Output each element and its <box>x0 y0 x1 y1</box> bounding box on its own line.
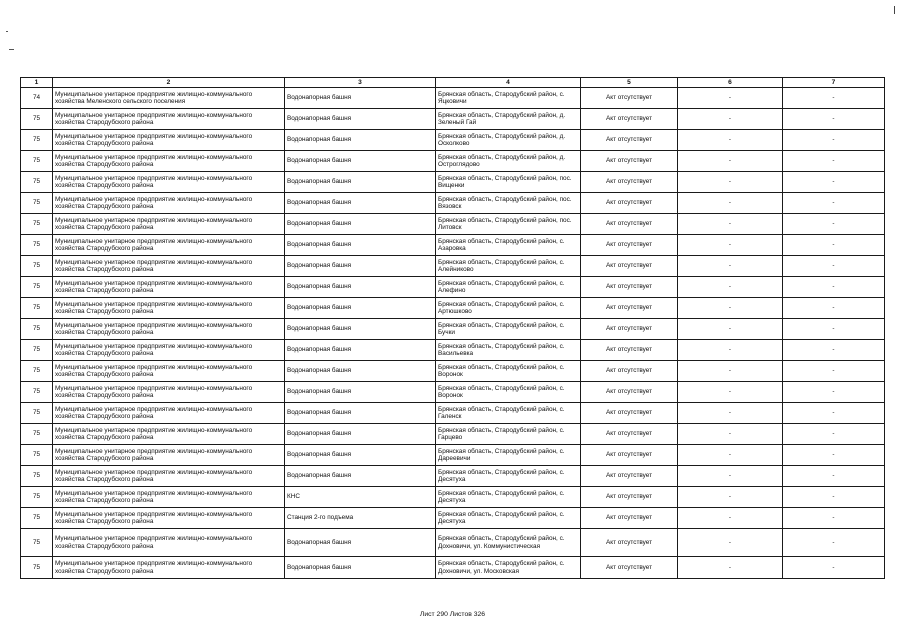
column7-cell: - <box>783 487 885 508</box>
column6-cell: - <box>678 319 783 340</box>
organization-cell: Муниципальное унитарное предприятие жилищно-коммунального хозяйства Стародубского района <box>53 487 285 508</box>
header-row <box>21 78 885 88</box>
object-cell: Водонапорная башня <box>285 151 436 172</box>
register-body <box>21 78 885 579</box>
row-number: 75 <box>21 151 53 172</box>
row-number: 75 <box>21 445 53 466</box>
table-row <box>21 298 885 319</box>
row-number: 75 <box>21 487 53 508</box>
column6-cell: - <box>678 193 783 214</box>
row-number: 75 <box>21 529 53 557</box>
object-cell: Водонапорная башня <box>285 340 436 361</box>
act-cell: Акт отсутствует <box>581 151 678 172</box>
table-row <box>21 340 885 361</box>
organization-cell: Муниципальное унитарное предприятие жилищно-коммунального хозяйства Стародубского района <box>53 508 285 529</box>
column6-cell: - <box>678 88 783 109</box>
act-cell: Акт отсутствует <box>581 424 678 445</box>
act-cell: Акт отсутствует <box>581 487 678 508</box>
organization-cell: Муниципальное унитарное предприятие жилищно-коммунального хозяйства Стародубского района <box>53 130 285 151</box>
row-number: 75 <box>21 298 53 319</box>
organization-cell: Муниципальное унитарное предприятие жилищно-коммунального хозяйства Стародубского района <box>53 151 285 172</box>
table-row <box>21 172 885 193</box>
object-cell: Водонапорная башня <box>285 424 436 445</box>
table-row <box>21 256 885 277</box>
scan-mark <box>6 31 8 32</box>
act-cell: Акт отсутствует <box>581 277 678 298</box>
column7-cell: - <box>783 319 885 340</box>
object-cell: КНС <box>285 487 436 508</box>
act-cell: Акт отсутствует <box>581 557 678 579</box>
object-cell: Водонапорная башня <box>285 403 436 424</box>
organization-cell: Муниципальное унитарное предприятие жилищно-коммунального хозяйства Стародубского района <box>53 298 285 319</box>
register-table <box>20 77 885 579</box>
object-cell: Водонапорная башня <box>285 319 436 340</box>
address-cell: Брянская область, Стародубский район, д. Зеленый Гай <box>436 109 581 130</box>
object-cell: Водонапорная башня <box>285 193 436 214</box>
column7-cell: - <box>783 235 885 256</box>
organization-cell: Муниципальное унитарное предприятие жилищно-коммунального хозяйства Стародубского района <box>53 319 285 340</box>
row-number: 75 <box>21 382 53 403</box>
organization-cell: Муниципальное унитарное предприятие жилищно-коммунального хозяйства Стародубского района <box>53 277 285 298</box>
column7-cell: - <box>783 151 885 172</box>
act-cell: Акт отсутствует <box>581 88 678 109</box>
column7-cell: - <box>783 382 885 403</box>
table-row <box>21 445 885 466</box>
address-cell: Брянская область, Стародубский район, с. Дареевичи <box>436 445 581 466</box>
column7-cell: - <box>783 466 885 487</box>
address-cell: Брянская область, Стародубский район, с. Васильевка <box>436 340 581 361</box>
act-cell: Акт отсутствует <box>581 445 678 466</box>
column-header: 7 <box>783 78 885 88</box>
object-cell: Станция 2-го подъема <box>285 508 436 529</box>
column6-cell: - <box>678 109 783 130</box>
organization-cell: Муниципальное унитарное предприятие жилищно-коммунального хозяйства Стародубского района <box>53 557 285 579</box>
column7-cell: - <box>783 529 885 557</box>
column7-cell: - <box>783 403 885 424</box>
column6-cell: - <box>678 235 783 256</box>
column-header: 6 <box>678 78 783 88</box>
column-header: 4 <box>436 78 581 88</box>
row-number: 75 <box>21 172 53 193</box>
row-number: 75 <box>21 466 53 487</box>
address-cell: Брянская область, Стародубский район, д. Осколково <box>436 130 581 151</box>
table-row <box>21 557 885 579</box>
column-header: 5 <box>581 78 678 88</box>
table-row <box>21 382 885 403</box>
table-row <box>21 466 885 487</box>
organization-cell: Муниципальное унитарное предприятие жилищно-коммунального хозяйства Стародубского района <box>53 361 285 382</box>
row-number: 75 <box>21 109 53 130</box>
object-cell: Водонапорная башня <box>285 88 436 109</box>
row-number: 75 <box>21 403 53 424</box>
table-row <box>21 361 885 382</box>
column7-cell: - <box>783 298 885 319</box>
column6-cell: - <box>678 508 783 529</box>
object-cell: Водонапорная башня <box>285 361 436 382</box>
act-cell: Акт отсутствует <box>581 508 678 529</box>
column6-cell: - <box>678 277 783 298</box>
act-cell: Акт отсутствует <box>581 214 678 235</box>
column7-cell: - <box>783 340 885 361</box>
row-number: 75 <box>21 557 53 579</box>
act-cell: Акт отсутствует <box>581 340 678 361</box>
address-cell: Брянская область, Стародубский район, пос. Вязовск <box>436 193 581 214</box>
address-cell: Брянская область, Стародубский район, с. Воронок <box>436 382 581 403</box>
column6-cell: - <box>678 487 783 508</box>
act-cell: Акт отсутствует <box>581 256 678 277</box>
row-number: 75 <box>21 214 53 235</box>
column6-cell: - <box>678 382 783 403</box>
organization-cell: Муниципальное унитарное предприятие жилищно-коммунального хозяйства Стародубского района <box>53 382 285 403</box>
address-cell: Брянская область, Стародубский район, с. Дохновичи, ул. Московская <box>436 557 581 579</box>
row-number: 75 <box>21 319 53 340</box>
address-cell: Брянская область, Стародубский район, с. Десятуха <box>436 487 581 508</box>
object-cell: Водонапорная башня <box>285 277 436 298</box>
column6-cell: - <box>678 557 783 579</box>
table-row <box>21 109 885 130</box>
object-cell: Водонапорная башня <box>285 557 436 579</box>
column-header: 2 <box>53 78 285 88</box>
organization-cell: Муниципальное унитарное предприятие жилищно-коммунального хозяйства Стародубского района <box>53 403 285 424</box>
table-row <box>21 424 885 445</box>
act-cell: Акт отсутствует <box>581 382 678 403</box>
column6-cell: - <box>678 151 783 172</box>
table-row <box>21 88 885 109</box>
organization-cell: Муниципальное унитарное предприятие жилищно-коммунального хозяйства Стародубского района <box>53 214 285 235</box>
act-cell: Акт отсутствует <box>581 130 678 151</box>
object-cell: Водонапорная башня <box>285 109 436 130</box>
address-cell: Брянская область, Стародубский район, с. Яцковичи <box>436 88 581 109</box>
row-number: 75 <box>21 235 53 256</box>
organization-cell: Муниципальное унитарное предприятие жилищно-коммунального хозяйства Стародубского района <box>53 529 285 557</box>
table-row <box>21 151 885 172</box>
address-cell: Брянская область, Стародубский район, д. Остроглядово <box>436 151 581 172</box>
table-row <box>21 193 885 214</box>
row-number: 74 <box>21 88 53 109</box>
object-cell: Водонапорная башня <box>285 298 436 319</box>
row-number: 75 <box>21 508 53 529</box>
column7-cell: - <box>783 109 885 130</box>
organization-cell: Муниципальное унитарное предприятие жилищно-коммунального хозяйства Стародубского района <box>53 109 285 130</box>
object-cell: Водонапорная башня <box>285 172 436 193</box>
row-number: 75 <box>21 193 53 214</box>
organization-cell: Муниципальное унитарное предприятие жилищно-коммунального хозяйства Стародубского района <box>53 193 285 214</box>
object-cell: Водонапорная башня <box>285 529 436 557</box>
column7-cell: - <box>783 557 885 579</box>
organization-cell: Муниципальное унитарное предприятие жилищно-коммунального хозяйства Стародубского района <box>53 256 285 277</box>
object-cell: Водонапорная башня <box>285 130 436 151</box>
act-cell: Акт отсутствует <box>581 193 678 214</box>
address-cell: Брянская область, Стародубский район, с. Дохновичи, ул. Коммунистическая <box>436 529 581 557</box>
column6-cell: - <box>678 298 783 319</box>
column6-cell: - <box>678 424 783 445</box>
address-cell: Брянская область, Стародубский район, с. Артюшково <box>436 298 581 319</box>
address-cell: Брянская область, Стародубский район, пос. Вищенки <box>436 172 581 193</box>
act-cell: Акт отсутствует <box>581 172 678 193</box>
address-cell: Брянская область, Стародубский район, с. Галенск <box>436 403 581 424</box>
organization-cell: Муниципальное унитарное предприятие жилищно-коммунального хозяйства Стародубского района <box>53 340 285 361</box>
table-row <box>21 130 885 151</box>
table-row <box>21 403 885 424</box>
object-cell: Водонапорная башня <box>285 214 436 235</box>
column-header: 3 <box>285 78 436 88</box>
table-row <box>21 235 885 256</box>
act-cell: Акт отсутствует <box>581 319 678 340</box>
column6-cell: - <box>678 361 783 382</box>
row-number: 75 <box>21 130 53 151</box>
address-cell: Брянская область, Стародубский район, пос. Литовск <box>436 214 581 235</box>
column7-cell: - <box>783 256 885 277</box>
table-row <box>21 529 885 557</box>
row-number: 75 <box>21 277 53 298</box>
act-cell: Акт отсутствует <box>581 298 678 319</box>
column6-cell: - <box>678 403 783 424</box>
column6-cell: - <box>678 529 783 557</box>
column7-cell: - <box>783 508 885 529</box>
column7-cell: - <box>783 361 885 382</box>
column7-cell: - <box>783 424 885 445</box>
organization-cell: Муниципальное унитарное предприятие жилищно-коммунального хозяйства Стародубского района <box>53 466 285 487</box>
column-header: 1 <box>21 78 53 88</box>
address-cell: Брянская область, Стародубский район, с. Алефино <box>436 277 581 298</box>
row-number: 75 <box>21 256 53 277</box>
act-cell: Акт отсутствует <box>581 109 678 130</box>
table-row <box>21 487 885 508</box>
act-cell: Акт отсутствует <box>581 361 678 382</box>
column7-cell: - <box>783 445 885 466</box>
address-cell: Брянская область, Стародубский район, с. Десятуха <box>436 508 581 529</box>
address-cell: Брянская область, Стародубский район, с. Гарцево <box>436 424 581 445</box>
object-cell: Водонапорная башня <box>285 235 436 256</box>
row-number: 75 <box>21 340 53 361</box>
row-number: 75 <box>21 361 53 382</box>
row-number: 75 <box>21 424 53 445</box>
act-cell: Акт отсутствует <box>581 403 678 424</box>
address-cell: Брянская область, Стародубский район, с. Воронок <box>436 361 581 382</box>
organization-cell: Муниципальное унитарное предприятие жилищно-коммунального хозяйства Меленского сельского поселения <box>53 88 285 109</box>
column6-cell: - <box>678 466 783 487</box>
act-cell: Акт отсутствует <box>581 529 678 557</box>
column7-cell: - <box>783 214 885 235</box>
address-cell: Брянская область, Стародубский район, с. Десятуха <box>436 466 581 487</box>
act-cell: Акт отсутствует <box>581 466 678 487</box>
organization-cell: Муниципальное унитарное предприятие жилищно-коммунального хозяйства Стародубского района <box>53 172 285 193</box>
table-row <box>21 319 885 340</box>
object-cell: Водонапорная башня <box>285 382 436 403</box>
organization-cell: Муниципальное унитарное предприятие жилищно-коммунального хозяйства Стародубского района <box>53 235 285 256</box>
scan-mark <box>894 6 895 14</box>
act-cell: Акт отсутствует <box>581 235 678 256</box>
column6-cell: - <box>678 340 783 361</box>
table-row <box>21 508 885 529</box>
column6-cell: - <box>678 172 783 193</box>
organization-cell: Муниципальное унитарное предприятие жилищно-коммунального хозяйства Стародубского района <box>53 424 285 445</box>
page-footer: Лист 290 Листов 326 <box>419 611 486 618</box>
address-cell: Брянская область, Стародубский район, с. Бучки <box>436 319 581 340</box>
object-cell: Водонапорная башня <box>285 445 436 466</box>
column7-cell: - <box>783 172 885 193</box>
organization-cell: Муниципальное унитарное предприятие жилищно-коммунального хозяйства Стародубского района <box>53 445 285 466</box>
column6-cell: - <box>678 445 783 466</box>
address-cell: Брянская область, Стародубский район, с. Алейниково <box>436 256 581 277</box>
column7-cell: - <box>783 130 885 151</box>
table-row <box>21 214 885 235</box>
column7-cell: - <box>783 193 885 214</box>
column7-cell: - <box>783 88 885 109</box>
scan-mark <box>9 49 14 50</box>
table-row <box>21 277 885 298</box>
object-cell: Водонапорная башня <box>285 256 436 277</box>
address-cell: Брянская область, Стародубский район, с. Азаровка <box>436 235 581 256</box>
column7-cell: - <box>783 277 885 298</box>
column6-cell: - <box>678 256 783 277</box>
column6-cell: - <box>678 130 783 151</box>
object-cell: Водонапорная башня <box>285 466 436 487</box>
column6-cell: - <box>678 214 783 235</box>
